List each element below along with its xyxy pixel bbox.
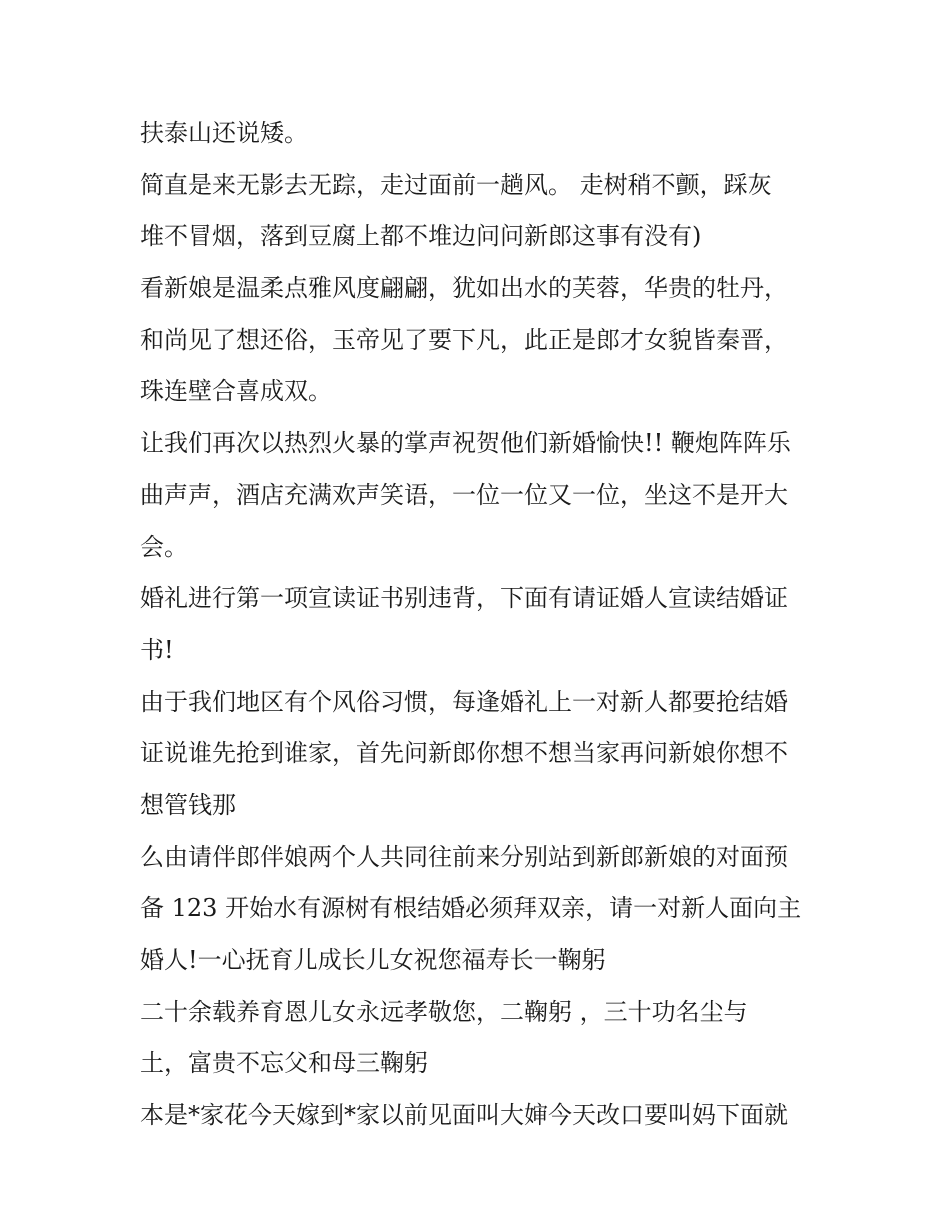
- body-text: [140, 108, 820, 1142]
- text-line: 曲声声，酒店充满欢声笑语，一位一位又一位，坐这不是开大: [140, 480, 788, 509]
- text-line: 由于我们地区有个风俗习惯，每逢婚礼上一对新人都要抢结婚: [140, 687, 788, 716]
- text-line: 和尚见了想还俗，玉帝见了要下凡，此正是郎才女貌皆秦晋，: [140, 325, 788, 354]
- text-line: 让我们再次以热烈火暴的掌声祝贺他们新婚愉快!! 鞭炮阵阵乐: [140, 429, 791, 458]
- text-line: 会。: [140, 532, 188, 561]
- text-line: 堆不冒烟，落到豆腐上都不堆边问问新郎这事有没有): [140, 222, 702, 251]
- text-line: 婚礼进行第一项宣读证书别违背，下面有请证婚人宣读结婚证: [140, 584, 788, 613]
- text-line: 么由请伴郎伴娘两个人共同往前来分别站到新郎新娘的对面预: [140, 842, 788, 871]
- text-line: 扶泰山还说矮。: [140, 119, 308, 147]
- text-line: 证说谁先抢到谁家，首先问新郎你想不想当家再问新娘你想不: [140, 739, 788, 768]
- text-line: 本是*家花今天嫁到*家以前见面叫大婶今天改口要叫妈下面就: [140, 1101, 788, 1130]
- text-line: 土，富贵不忘父和母三鞠躬: [140, 1049, 428, 1078]
- text-line: 想管钱那: [140, 790, 236, 819]
- text-line: 简直是来无影去无踪，走过面前一趟风。 走树稍不颤，踩灰: [140, 170, 772, 199]
- text-line: 备 123 开始水有源树有根结婚必须拜双亲，请一对新人面向主: [140, 894, 802, 923]
- text-line: 看新娘是温柔点雅风度翩翩，犹如出水的芙蓉，华贵的牡丹，: [140, 274, 788, 303]
- text-line: 珠连壁合喜成双。: [140, 377, 332, 406]
- text-line: 婚人!一心抚育儿成长儿女祝您福寿长一鞠躬: [140, 946, 606, 974]
- text-line: 书!: [140, 635, 174, 664]
- text-line: 二十余载养育恩儿女永远孝敬您，二鞠躬 ，三十功名尘与: [140, 997, 748, 1026]
